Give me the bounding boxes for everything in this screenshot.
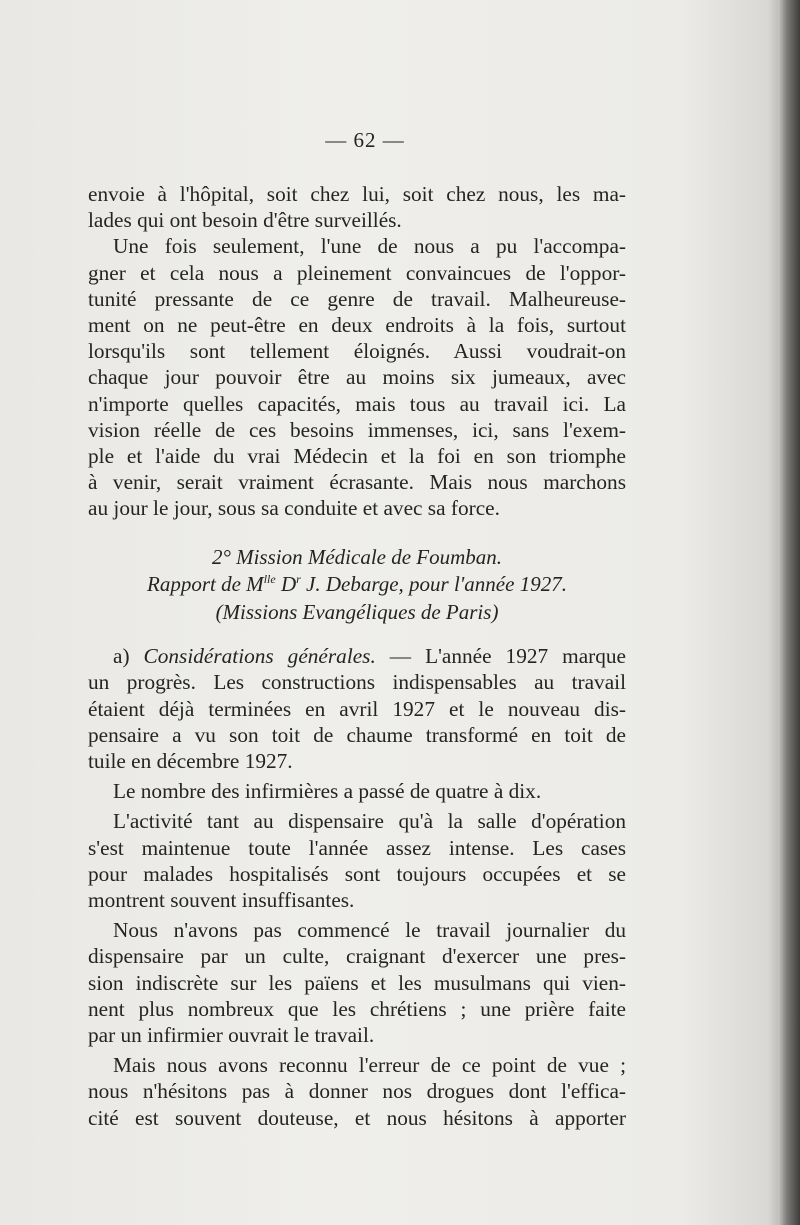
text-line: envoie à l'hôpital, soit chez lui, soit chez nous, les ma- xyxy=(88,182,626,206)
book-binding-shadow xyxy=(778,0,800,1225)
text-line: nent plus nombreux que les chrétiens ; une prière faite xyxy=(88,996,626,1021)
text-line: ment on ne peut-être en deux endroits à la fois, surtout xyxy=(88,313,626,338)
text-line: dispensaire par un culte, craignant d'exercer une pres- xyxy=(88,944,626,969)
text-line: L'activité tant au dispensaire qu'à la salle d'opération xyxy=(113,809,626,834)
text-line: pensaire a vu son toit de chaume transformé en toit de xyxy=(88,722,626,747)
text-line: Une fois seulement, l'une de nous a pu l'accompa- xyxy=(113,234,626,259)
body-text xyxy=(88,181,626,1131)
text-line: tuile en décembre 1927. xyxy=(88,748,293,773)
heading-line-1: 2° Mission Médicale de Foumban. xyxy=(211,544,503,569)
subsection-title: Considérations générales. xyxy=(143,644,376,669)
text-line: par un infirmier ouvrait le travail. xyxy=(88,1022,375,1047)
text-line: étaient déjà terminées en avril 1927 et le nouveau dis- xyxy=(88,696,626,721)
text-line: sion indiscrète sur les païens et les musulmans qui vien- xyxy=(88,970,626,995)
text-line: ple et l'aide du vrai Médecin et la foi en son triomphe xyxy=(88,444,626,469)
text-line: Mais nous avons reconnu l'erreur de ce point de vue ; xyxy=(113,1053,626,1078)
text-line: lorsqu'ils sont tellement éloignés. Aussi voudrait-on xyxy=(88,339,626,364)
subsection-title-line: a) Considérations générales. — L'année 1927 marque xyxy=(113,644,626,669)
heading-line-2: Rapport de $M^{lle}$ $D^r$ J. Debarge, pour l'année 1927. xyxy=(147,572,567,597)
text-line: à venir, serait vraiment écrasante. Mais nous marchons xyxy=(88,470,626,495)
text-line: un progrès. Les constructions indispensables au travail xyxy=(88,670,626,695)
text-line: s'est maintenue toute l'année assez intense. Les cases xyxy=(88,835,626,860)
text-line: Le nombre des infirmières a passé de quatre à dix. xyxy=(113,779,542,804)
text-line: tunité pressante de ce genre de travail. Malheureuse- xyxy=(88,286,626,311)
text-line: au jour le jour, sous sa conduite et avec sa force. xyxy=(88,496,500,521)
text-line: montrent souvent insuffisantes. xyxy=(88,887,355,912)
text-line: n'importe quelles capacités, mais tous au travail ici. La xyxy=(88,391,626,416)
text-line: gner et cela nous a pleinement convaincues de l'oppor- xyxy=(88,260,626,285)
text-line: nous n'hésitons pas à donner nos drogues dont l'effica- xyxy=(88,1079,626,1104)
page-number: — 62 — xyxy=(325,128,405,152)
text-line: chaque jour pouvoir être au moins six jumeaux, avec xyxy=(88,365,626,390)
text-line: vision réelle de ces besoins immenses, ici, sans l'exem- xyxy=(88,417,626,442)
text-line: cité est souvent douteuse, et nous hésitons à apporter xyxy=(88,1105,626,1130)
text-line: Nous n'avons pas commencé le travail journalier du xyxy=(113,918,626,943)
text-line: pour malades hospitalisés sont toujours occupées et se xyxy=(88,861,626,886)
text-line: lades qui ont besoin d'être surveillés. xyxy=(88,208,402,233)
section-heading xyxy=(88,544,626,627)
heading-line-3: (Missions Evangéliques de Paris) xyxy=(215,599,499,624)
